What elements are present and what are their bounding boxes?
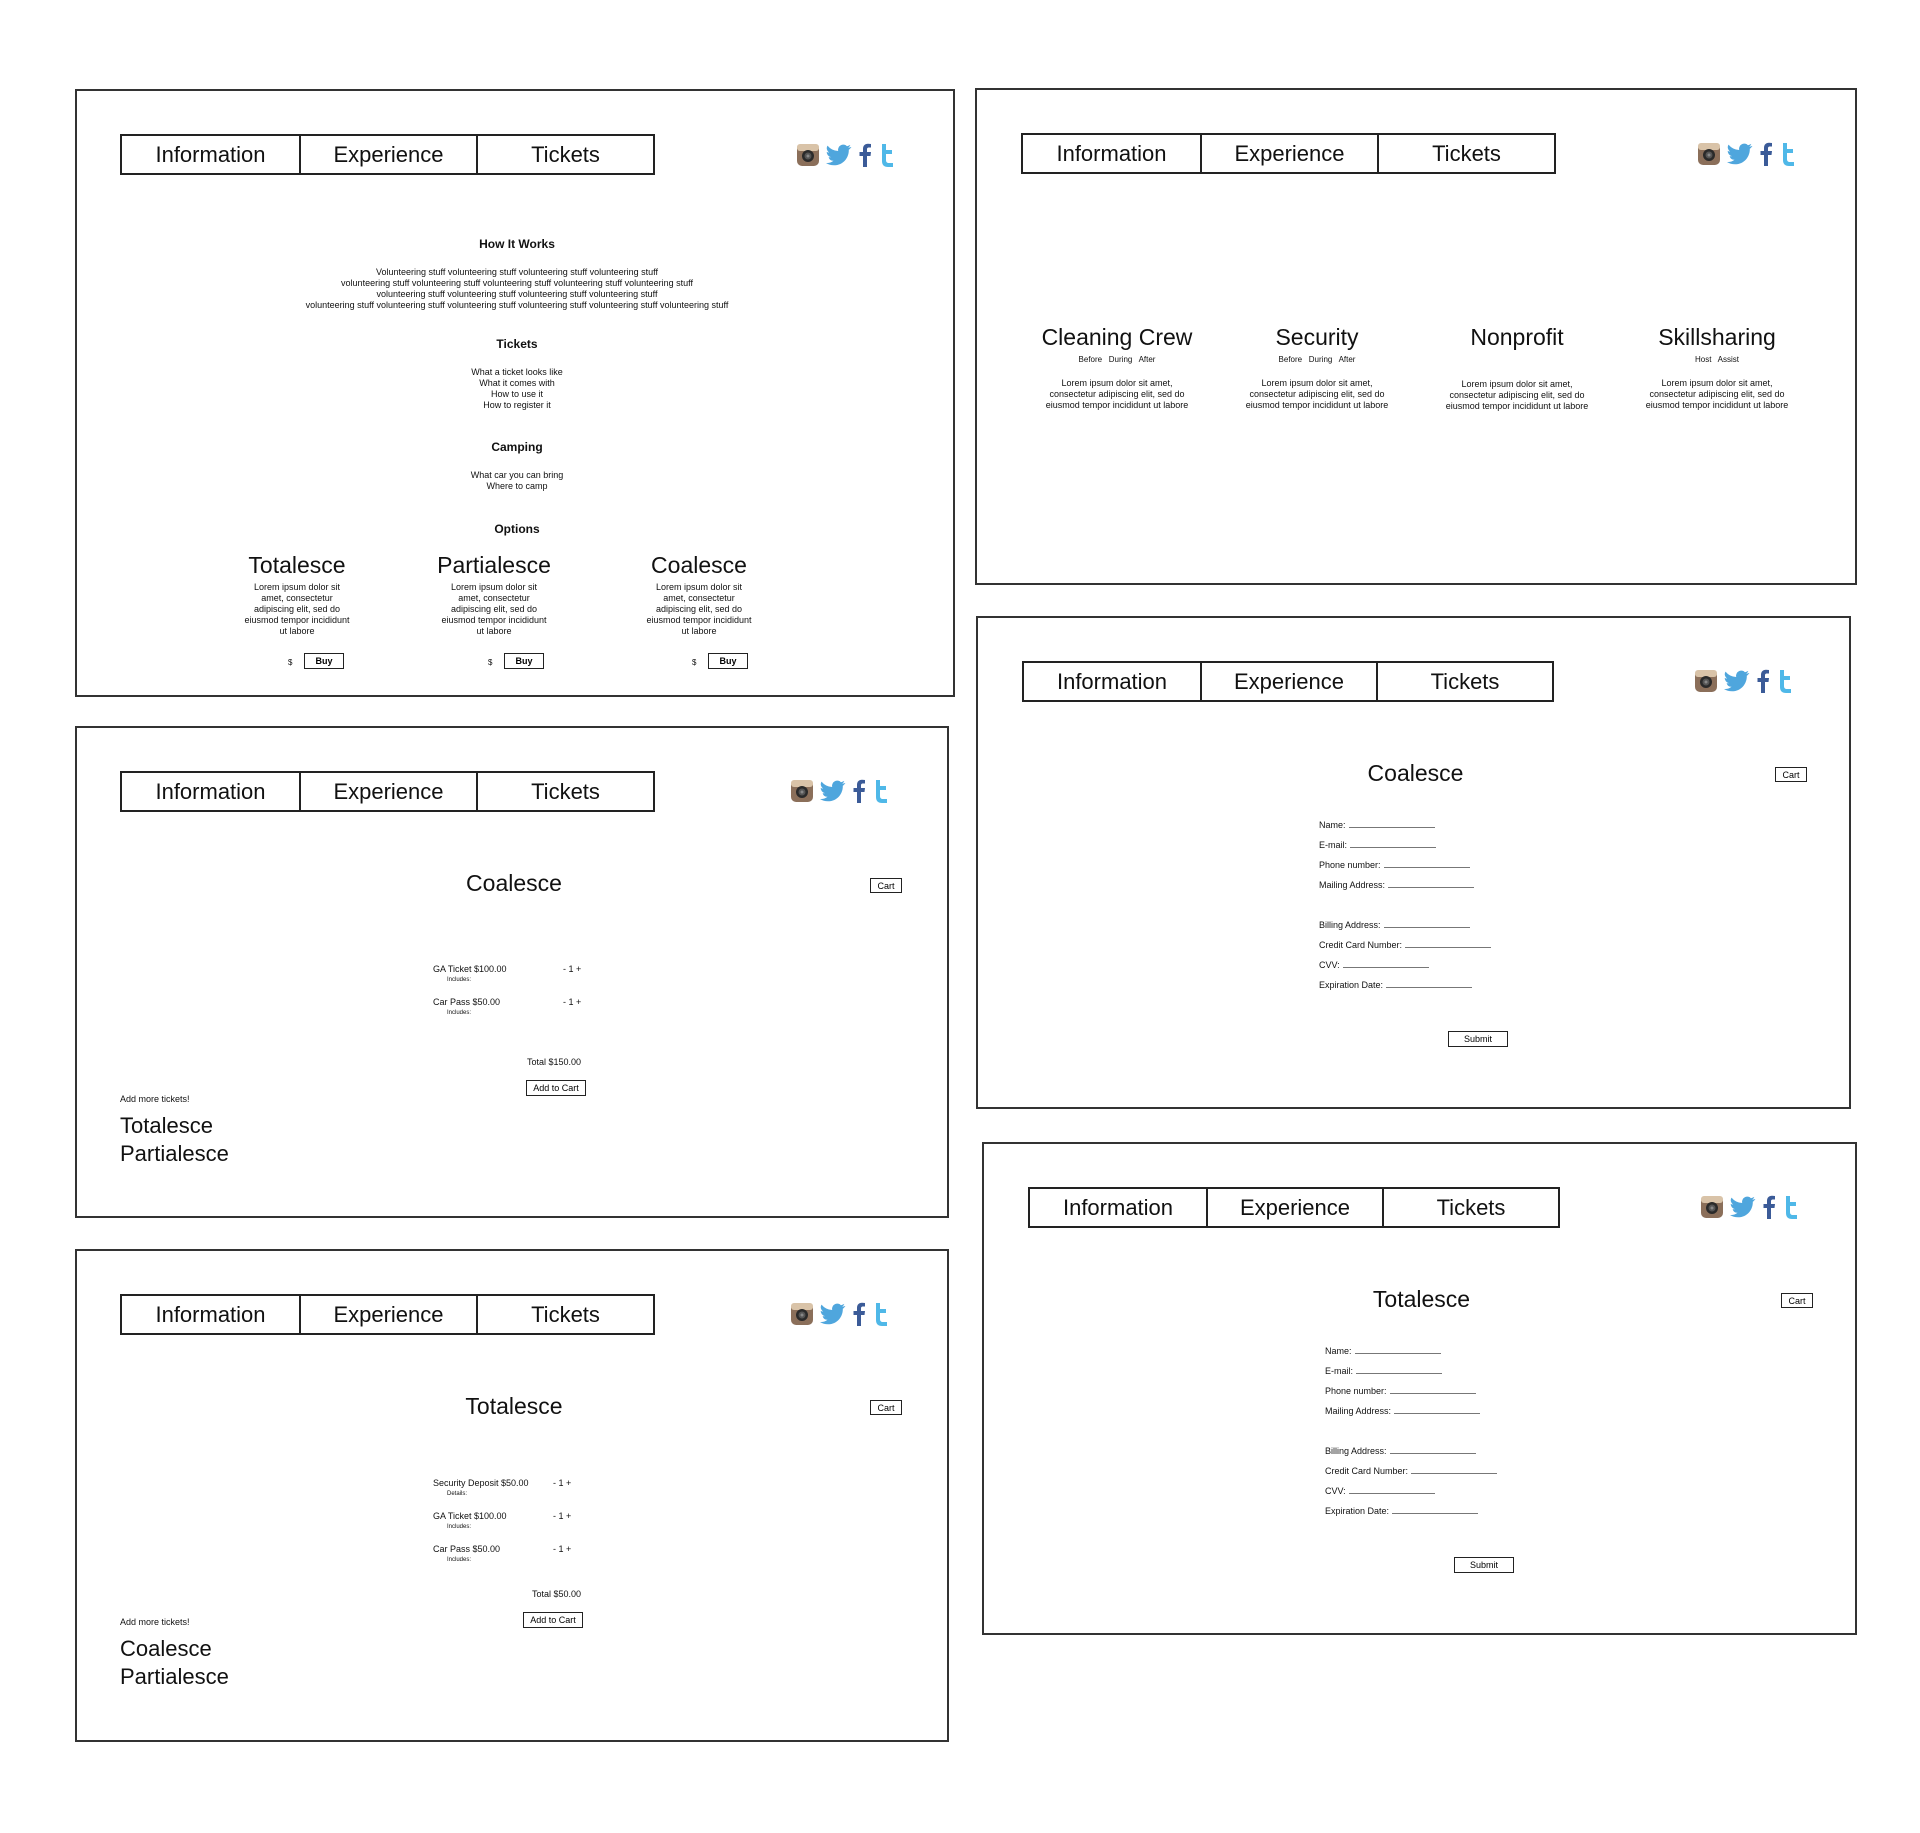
option-name: Coalesce	[651, 552, 747, 578]
option-name: Totalesce	[248, 552, 346, 578]
link-coalesce[interactable]: Coalesce	[120, 1636, 212, 1661]
facebook-icon[interactable]	[852, 779, 866, 803]
social-icons	[1697, 142, 1799, 166]
facebook-icon[interactable]	[852, 1302, 866, 1326]
twitter-bird-icon[interactable]	[1724, 670, 1750, 692]
tab-tickets[interactable]: Tickets	[1377, 135, 1554, 172]
section-title-options: Options	[494, 522, 540, 536]
role-title: Security	[1275, 324, 1359, 350]
line-item-includes: Includes:	[447, 977, 472, 983]
role-phases: Before During After	[1078, 355, 1156, 364]
twitter-bird-icon[interactable]	[1727, 143, 1753, 165]
role-phases: Before During After	[1278, 355, 1356, 364]
expiration-date-field[interactable]: Expiration Date:	[1325, 1506, 1478, 1516]
instagram-icon[interactable]	[790, 1302, 814, 1326]
option-name: Partialesce	[437, 552, 551, 578]
cart-button[interactable]: Cart	[870, 1400, 902, 1415]
tumblr-icon[interactable]	[872, 1302, 892, 1326]
camping-text: What car you can bring Where to camp	[470, 470, 564, 491]
quantity-stepper[interactable]: - 1 +	[553, 1511, 572, 1521]
tumblr-icon[interactable]	[1779, 142, 1799, 166]
tab-information[interactable]: Information	[1056, 668, 1168, 694]
page-title: Coalesce	[466, 870, 562, 896]
nav-tabs	[120, 771, 655, 812]
page-title: Totalesce	[465, 1393, 563, 1419]
role-title: Cleaning Crew	[1041, 324, 1193, 350]
credit-card-field[interactable]: Credit Card Number:	[1319, 940, 1491, 950]
tab-tickets[interactable]: Tickets	[476, 136, 653, 173]
role-skillsharing	[1617, 324, 1817, 411]
quantity-stepper[interactable]: - 1 +	[553, 1478, 572, 1488]
add-more-tickets-label: Add more tickets!	[120, 1094, 190, 1104]
section-title-camping: Camping	[491, 440, 543, 454]
social-icons	[796, 143, 898, 167]
buy-button[interactable]: Buy	[304, 653, 344, 669]
twitter-bird-icon[interactable]	[820, 780, 846, 802]
frame-information	[75, 89, 955, 697]
frame-checkout-coalesce	[976, 616, 1851, 1109]
tab-information[interactable]: Information	[1062, 1194, 1174, 1220]
option-price: $	[692, 658, 697, 667]
role-nonprofit	[1417, 324, 1617, 412]
line-item-details: Details:	[447, 1491, 468, 1497]
frame-cart-coalesce	[75, 726, 949, 1218]
tab-experience[interactable]: Experience	[299, 136, 476, 173]
name-field[interactable]: Name:	[1319, 820, 1435, 830]
instagram-icon[interactable]	[796, 143, 820, 167]
tab-tickets[interactable]: Tickets	[1376, 663, 1552, 700]
tab-experience[interactable]: Experience	[1206, 1189, 1382, 1226]
nav-tabs	[1028, 1187, 1560, 1228]
mailing-address-field[interactable]: Mailing Address:	[1325, 1406, 1480, 1416]
page-title: Totalesce	[1372, 1286, 1471, 1312]
billing-address-field[interactable]: Billing Address:	[1325, 1446, 1476, 1456]
submit-button[interactable]: Submit	[1454, 1557, 1514, 1573]
quantity-stepper[interactable]: - 1 +	[563, 997, 582, 1007]
social-icons	[1700, 1195, 1802, 1219]
add-more-tickets-label: Add more tickets!	[120, 1617, 190, 1627]
add-to-cart-button[interactable]: Add to Cart	[523, 1612, 583, 1628]
option-partialesce	[429, 552, 559, 637]
instagram-icon[interactable]	[790, 779, 814, 803]
line-item-car-pass: Car Pass $50.00	[433, 1544, 501, 1554]
tab-experience[interactable]: Experience	[1200, 135, 1377, 172]
twitter-bird-icon[interactable]	[1730, 1196, 1756, 1218]
instagram-icon[interactable]	[1700, 1195, 1724, 1219]
cart-button[interactable]: Cart	[870, 878, 902, 893]
facebook-icon[interactable]	[1762, 1195, 1776, 1219]
link-partialesce[interactable]: Partialesce	[120, 1664, 229, 1689]
quantity-stepper[interactable]: - 1 +	[563, 964, 582, 974]
expiration-date-field[interactable]: Expiration Date:	[1319, 980, 1472, 990]
twitter-bird-icon[interactable]	[826, 144, 852, 166]
nav-tabs	[120, 134, 655, 175]
tumblr-icon[interactable]	[878, 143, 898, 167]
credit-card-field[interactable]: Credit Card Number:	[1325, 1466, 1497, 1476]
section-title-tickets: Tickets	[496, 337, 538, 351]
name-field[interactable]: Name:	[1325, 1346, 1441, 1356]
role-description: Lorem ipsum dolor sit amet, consectetur adipiscing elit, sed do eiusmod tempor incididunt ut labore	[1045, 378, 1189, 410]
frame-cart-totalesce	[75, 1249, 949, 1742]
tumblr-icon[interactable]	[1776, 669, 1796, 693]
role-description: Lorem ipsum dolor sit amet, consectetur adipiscing elit, sed do eiusmod tempor incididunt ut labore	[1245, 378, 1389, 410]
nav-tabs	[120, 1294, 655, 1335]
option-description: Lorem ipsum dolor sit amet, consectetur adipiscing elit, sed do eiusmod tempor incididunt ut labore	[441, 582, 547, 636]
option-totalesce	[232, 552, 362, 637]
option-price: $	[488, 658, 493, 667]
billing-address-field[interactable]: Billing Address:	[1319, 920, 1470, 930]
role-description: Lorem ipsum dolor sit amet, consectetur adipiscing elit, sed do eiusmod tempor incididunt ut labore	[1645, 378, 1789, 410]
tab-tickets[interactable]: Tickets	[476, 1296, 653, 1333]
role-security	[1217, 324, 1417, 411]
tab-information[interactable]: Information	[1056, 140, 1167, 166]
facebook-icon[interactable]	[1756, 669, 1770, 693]
email-field[interactable]: E-mail:	[1319, 840, 1436, 850]
role-cleaning-crew	[1017, 324, 1217, 411]
option-price: $	[288, 658, 293, 667]
line-item-ga-ticket: GA Ticket $100.00	[433, 1511, 507, 1521]
cart-button[interactable]: Cart	[1775, 767, 1807, 782]
instagram-icon[interactable]	[1694, 669, 1718, 693]
cvv-field[interactable]: CVV:	[1325, 1486, 1435, 1496]
tab-information[interactable]: Information	[155, 141, 266, 167]
link-totalesce[interactable]: Totalesce	[120, 1113, 213, 1138]
role-title: Skillsharing	[1658, 324, 1776, 350]
tumblr-icon[interactable]	[1782, 1195, 1802, 1219]
option-coalesce	[634, 552, 764, 637]
cart-total: Total $150.00	[527, 1057, 582, 1067]
social-icons	[790, 1302, 892, 1326]
line-item-ga-ticket: GA Ticket $100.00	[433, 964, 507, 974]
phone-field[interactable]: Phone number:	[1325, 1386, 1476, 1396]
facebook-icon[interactable]	[858, 143, 872, 167]
line-item-includes: Includes:	[447, 1557, 472, 1563]
tab-information[interactable]: Information	[155, 1301, 266, 1327]
buy-button[interactable]: Buy	[504, 653, 544, 669]
line-item-car-pass: Car Pass $50.00	[433, 997, 501, 1007]
section-title-how-it-works: How It Works	[479, 237, 555, 251]
cart-total: Total $50.00	[532, 1589, 582, 1599]
tab-tickets[interactable]: Tickets	[476, 773, 653, 810]
frame-checkout-totalesce	[982, 1142, 1857, 1635]
tab-information[interactable]: Information	[155, 778, 266, 804]
role-phases	[1417, 355, 1617, 365]
mailing-address-field[interactable]: Mailing Address:	[1319, 880, 1474, 890]
nav-tabs	[1022, 661, 1554, 702]
tab-experience[interactable]: Experience	[299, 773, 476, 810]
instagram-icon[interactable]	[1697, 142, 1721, 166]
quantity-stepper[interactable]: - 1 +	[553, 1544, 572, 1554]
tab-experience[interactable]: Experience	[1200, 663, 1376, 700]
line-item-includes: Includes:	[447, 1010, 472, 1016]
social-icons	[1694, 669, 1796, 693]
cart-button[interactable]: Cart	[1781, 1293, 1813, 1308]
line-item-security-deposit: Security Deposit $50.00	[433, 1478, 529, 1488]
option-description: Lorem ipsum dolor sit amet, consectetur adipiscing elit, sed do eiusmod tempor incididunt ut labore	[646, 582, 752, 636]
phone-field[interactable]: Phone number:	[1319, 860, 1470, 870]
twitter-bird-icon[interactable]	[820, 1303, 846, 1325]
nav-tabs	[1021, 133, 1556, 174]
tickets-text: What a ticket looks like What it comes with How to use it How to register it	[471, 367, 563, 410]
submit-button[interactable]: Submit	[1448, 1031, 1508, 1047]
buy-button[interactable]: Buy	[708, 653, 748, 669]
tumblr-icon[interactable]	[872, 779, 892, 803]
role-title: Nonprofit	[1470, 324, 1564, 350]
facebook-icon[interactable]	[1759, 142, 1773, 166]
frame-experience	[975, 88, 1857, 585]
role-description: Lorem ipsum dolor sit amet, consectetur adipiscing elit, sed do eiusmod tempor incididunt ut labore	[1445, 379, 1589, 411]
email-field[interactable]: E-mail:	[1325, 1366, 1442, 1376]
how-it-works-text: Volunteering stuff volunteering stuff volunteering stuff volunteering stuff volunteering stuff volunteering stuff volunteering stuff volunteering stuff volunteering stuff volunteering stuff volunteering stuff volunteering stuff volunteering stuff volunteering stuff volunteering stuff volunteering stuff volunteering stuff volunteering stuff volunteering stuff	[305, 267, 729, 310]
option-description: Lorem ipsum dolor sit amet, consectetur adipiscing elit, sed do eiusmod tempor incididunt ut labore	[244, 582, 350, 636]
tab-experience[interactable]: Experience	[299, 1296, 476, 1333]
tab-tickets[interactable]: Tickets	[1382, 1189, 1558, 1226]
social-icons	[790, 779, 892, 803]
page-title: Coalesce	[1367, 760, 1464, 786]
cvv-field[interactable]: CVV:	[1319, 960, 1429, 970]
add-to-cart-button[interactable]: Add to Cart	[526, 1080, 586, 1096]
line-item-includes: Includes:	[447, 1524, 472, 1530]
role-phases: Host Assist	[1694, 355, 1739, 364]
link-partialesce[interactable]: Partialesce	[120, 1141, 229, 1166]
